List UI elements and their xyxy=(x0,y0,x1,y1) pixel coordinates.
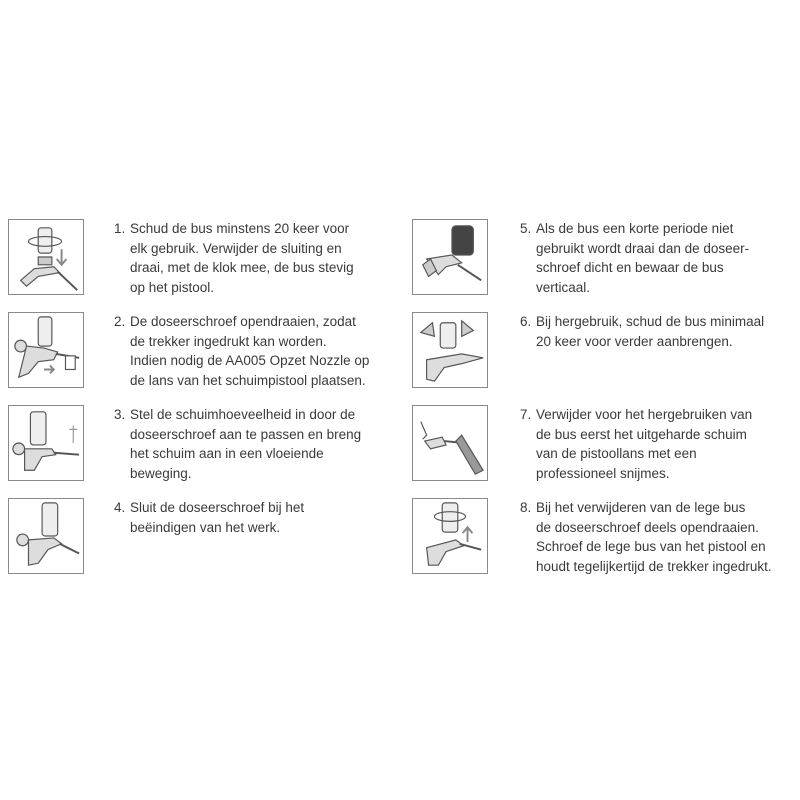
step-text: Bij hergebruik, schud de bus minimaal 20 keer voor verder aanbrengen. xyxy=(536,314,765,349)
step-text: Sluit de doseerschroef bij het beëindigen van het werk. xyxy=(130,500,305,535)
shake-can-mount-icon xyxy=(8,219,84,295)
apply-foam-icon xyxy=(8,405,84,481)
step-text: Stel de schuimhoeveelheid in door de doseerschroef aan te passen en breng het schuim aan in een vloeiende beweging. xyxy=(130,407,362,481)
reuse-shake-icon xyxy=(412,312,488,388)
store-vertical-icon xyxy=(412,219,488,295)
step-text: Verwijder voor het hergebruiken van de bus eerst het uitgeharde schuim van de pistoollans met een professioneel snijmes. xyxy=(536,407,753,481)
step-text: De doseerschroef opendraaien, zodat de trekker ingedrukt kan worden. Indien nodig de AA005 Opzet Nozzle op de lans van het schuimpistool plaatsen. xyxy=(130,314,370,388)
cut-cured-foam-icon xyxy=(412,405,488,481)
step-text: Schud de bus minstens 20 keer voor elk gebruik. Verwijder de sluiting en draai, met de klok mee, de bus stevig op het pistool. xyxy=(130,221,354,295)
remove-can-icon xyxy=(412,498,488,574)
step-text: Als de bus een korte periode niet gebruikt wordt draai dan de doseer- schroef dicht en bewaar de bus verticaal. xyxy=(536,221,750,295)
open-dosing-screw-icon xyxy=(8,312,84,388)
close-dosing-screw-icon xyxy=(8,498,84,574)
step-text: Bij het verwijderen van de lege bus de doseerschroef deels opendraaien. Schroef de lege bus van het pistool en houdt tegelijkertijd de trekker ingedrukt. xyxy=(536,500,772,574)
